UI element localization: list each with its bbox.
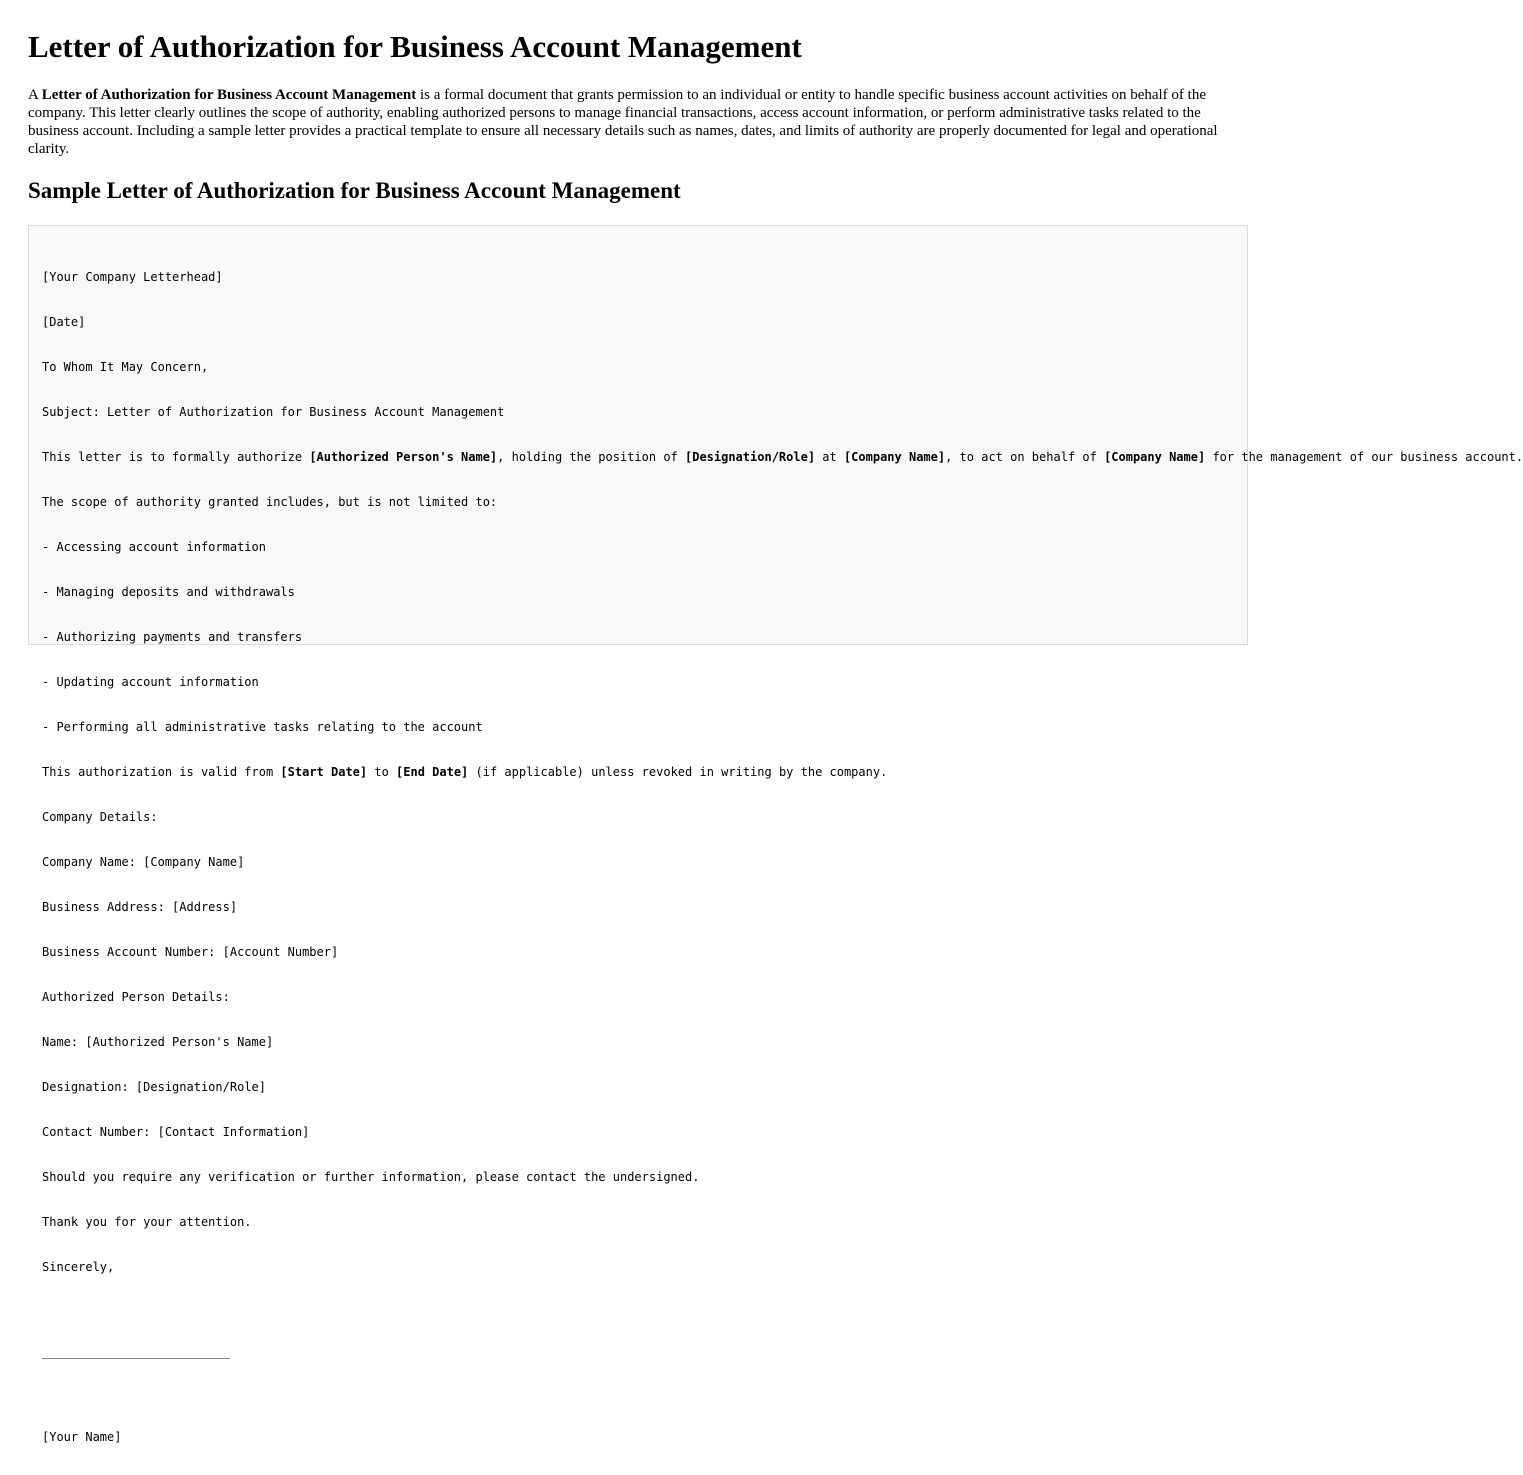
thanks-line: Thank you for your attention. — [42, 1215, 252, 1229]
intro-lead: A — [28, 87, 42, 103]
signature-gap — [42, 1305, 1523, 1315]
account-number-line: Business Account Number: [Account Number] — [42, 945, 339, 959]
person-designation-line: Designation: [Designation/Role] — [42, 1080, 266, 1094]
letter-body-text: , to act on behalf of — [945, 450, 1105, 464]
person-name-line: Name: [Authorized Person's Name] — [42, 1035, 274, 1049]
person-details-heading: Authorized Person Details: — [42, 990, 230, 1004]
letter-body-text: , holding the position of — [497, 450, 685, 464]
placeholder-authorized-person: [Authorized Person's Name] — [309, 450, 498, 464]
letter-validity — [42, 765, 1523, 780]
scope-item: - Accessing account information — [42, 540, 266, 554]
sample-letter-text — [42, 240, 1523, 1475]
scope-item: - Managing deposits and withdrawals — [42, 585, 295, 599]
placeholder-company-name: [Company Name] — [843, 450, 946, 464]
placeholder-end-date: [End Date] — [396, 765, 469, 779]
placeholder-start-date: [Start Date] — [280, 765, 368, 779]
signature-gap — [42, 1390, 1523, 1400]
signature-line: __________________________ — [42, 1345, 230, 1359]
letter-scope-intro: The scope of authority granted includes, but is not limited to: — [42, 495, 498, 509]
scope-item: - Updating account information — [42, 675, 259, 689]
intro-paragraph — [28, 86, 1250, 158]
scope-item: - Performing all administrative tasks relating to the account — [42, 720, 483, 734]
letter-salutation: To Whom It May Concern, — [42, 360, 209, 374]
letter-body-text: This authorization is valid from — [42, 765, 281, 779]
letter-body-authorization — [42, 450, 1523, 465]
intro-bold-term: Letter of Authorization for Business Account Management — [41, 87, 417, 103]
sample-letter-box — [28, 225, 1523, 1444]
letter-body-text: for the management of our business account. — [1205, 450, 1523, 464]
business-address-line: Business Address: [Address] — [42, 900, 238, 914]
placeholder-designation: [Designation/Role] — [685, 450, 816, 464]
verification-line: Should you require any verification or further information, please contact the undersigned. — [42, 1170, 700, 1184]
letter-subject: Subject: Letter of Authorization for Business Account Management — [42, 405, 505, 419]
letter-body-text: to — [367, 765, 397, 779]
letter-letterhead: [Your Company Letterhead] — [42, 270, 223, 284]
your-name-line: [Your Name] — [42, 1430, 122, 1444]
letter-body-text: This letter is to formally authorize — [42, 450, 310, 464]
company-details-heading: Company Details: — [42, 810, 158, 824]
intro-rest: is a formal document that grants permission to an individual or entity to handle specific business account activities on behalf of the company. This letter clearly outlines the scope of authority, enabling authorized persons to manage financial transactions, access account information, or perform administrative tasks related to the business account. Including a sample letter provides a practical template to ensure all necessary details such as names, dates, and limits of authority are properly documented for legal and operational clarity. — [28, 87, 1218, 157]
company-name-line: Company Name: [Company Name] — [42, 855, 245, 869]
scope-item: - Authorizing payments and transfers — [42, 630, 303, 644]
sample-heading: Sample Letter of Authorization for Business Account Management — [28, 178, 681, 203]
person-contact-line: Contact Number: [Contact Information] — [42, 1125, 310, 1139]
placeholder-company-name: [Company Name] — [1104, 450, 1206, 464]
page-title: Letter of Authorization for Business Account Management — [28, 29, 802, 64]
letter-body-text: (if applicable) unless revoked in writing by the company. — [468, 765, 888, 779]
letter-body-text: at — [815, 450, 844, 464]
closing-line: Sincerely, — [42, 1260, 115, 1274]
letter-date: [Date] — [42, 315, 86, 329]
